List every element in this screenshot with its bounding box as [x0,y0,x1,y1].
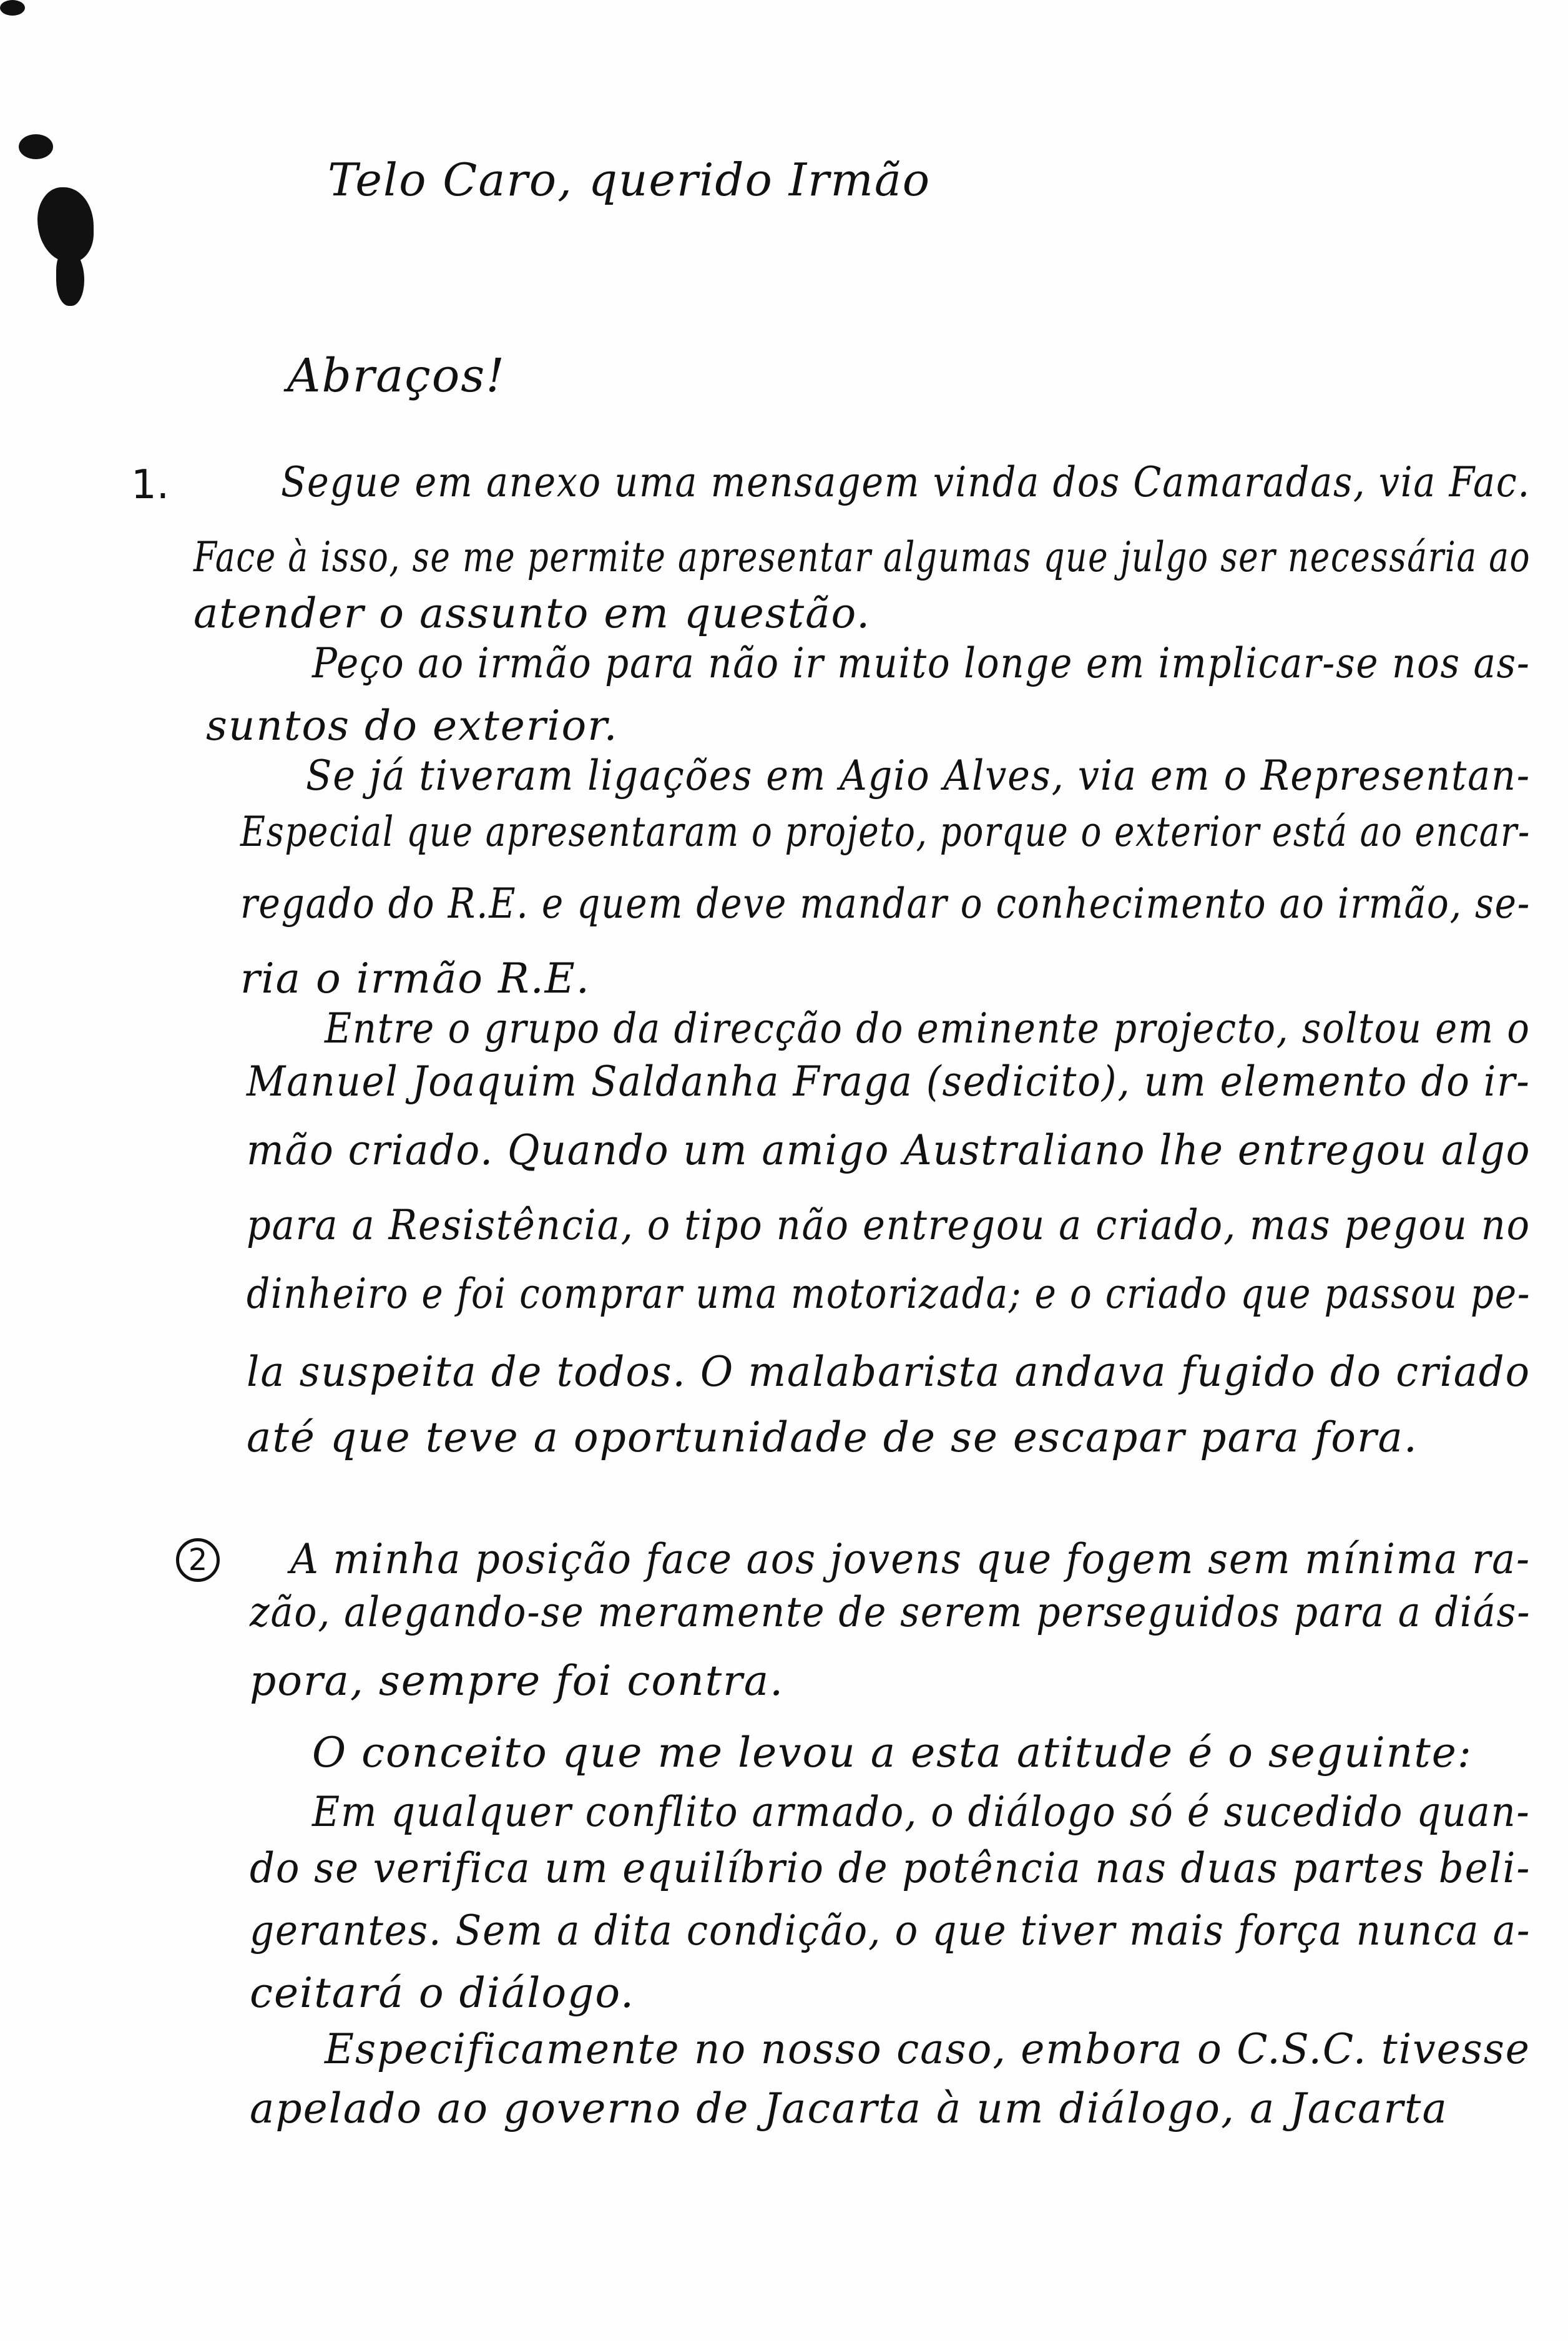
text-line: A minha posição face aos jovens que fogem sem mínima ra- [290,1535,1531,1583]
text-line: suntos do exterior. [206,702,619,750]
text-line: ria o irmão R.E. [240,955,590,1003]
text-line: O conceito que me levou a esta atitude é o seguinte: [312,1729,1473,1777]
greeting: Abraços! [287,349,506,403]
text-line: Se já tiveram ligações em Agio Alves, via em o Representan- [306,752,1531,800]
text-line: do se verifica um equilíbrio de potência nas duas partes beli- [250,1844,1531,1892]
text-line: Especial que apresentaram o projeto, porque o exterior está ao encar- [240,808,1531,856]
text-line: Peço ao irmão para não ir muito longe em implicar-se nos as- [312,639,1531,687]
paragraph-marker-2: 2 [176,1538,220,1582]
ink-blot [19,134,53,159]
text-line: Em qualquer conflito armado, o diálogo só é sucedido quan- [312,1788,1531,1836]
salutation: Telo Caro, querido Irmão [328,154,931,206]
text-line: Especificamente no nosso caso, embora o C.S.C. tivesse [325,2025,1531,2073]
text-line: mão criado. Quando um amigo Australiano lhe entregou algo [247,1126,1531,1174]
text-line: para a Resistência, o tipo não entregou a criado, mas pegou no [247,1201,1531,1249]
text-line: la suspeita de todos. O malabarista andava fugido do criado [247,1348,1531,1396]
text-line: Face à isso, se me permite apresentar algumas que julgo ser necessária ao [194,533,1531,581]
ink-blot [0,0,25,16]
text-line: Entre o grupo da direcção do eminente projecto, soltou em o [325,1004,1531,1053]
text-line: ceitará o diálogo. [250,1969,635,2017]
text-line: regado do R.E. e quem deve mandar o conhecimento ao irmão, se- [240,880,1531,928]
text-line: Segue em anexo uma mensagem vinda dos Camaradas, via Fac. [281,458,1531,506]
text-line: atender o assunto em questão. [194,589,871,637]
text-line: pora, sempre foi contra. [250,1657,785,1705]
text-line: gerantes. Sem a dita condição, o que tiver mais força nunca a- [250,1907,1531,1955]
paragraph-marker-1: 1. [131,462,170,508]
text-line: apelado ao governo de Jacarta à um diálogo, a Jacarta [250,2084,1448,2132]
text-line: até que teve a oportunidade de se escapar para fora. [247,1413,1418,1461]
text-line: dinheiro e foi comprar uma motorizada; e o criado que passou pe- [247,1270,1531,1318]
text-line: Manuel Joaquim Saldanha Fraga (sedicito), um elemento do ir- [247,1058,1531,1106]
text-line: zão, alegando-se meramente de serem perseguidos para a diás- [250,1588,1531,1636]
